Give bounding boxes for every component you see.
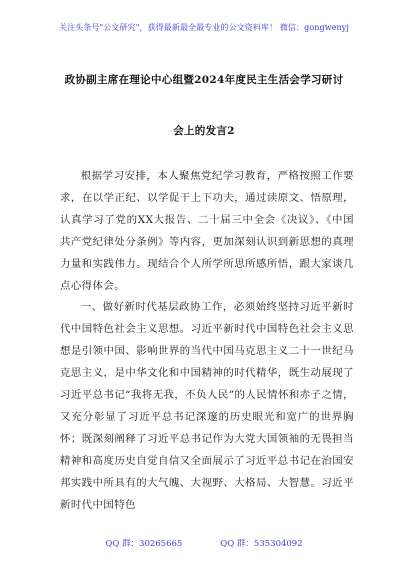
footer-qq-groups (0, 537, 408, 549)
footer-qq-group-left: QQ 群：30265665 (105, 539, 183, 549)
document-title-line1: 政协副主席在理论中心组暨2024年度民主生活会学习研讨 (64, 74, 344, 86)
body-paragraph-intro: 根据学习安排，本人聚焦党纪学习教育，严格按照工作要求，在以学正纪、以学促干上下功夫，通过读原文、悟原理，认真学习了党的XX大报告、二十届三中全会《决议》、《中国共产党纪律处分条例》等内容，更加深刻认识到新思想的真理力量和实践伟力。现结合个人所学所思所感所悟，跟大家谈几点心得体会。 (60, 170, 354, 292)
document-title-line2: 会上的发言2 (173, 125, 235, 137)
header-promo-note: 关注头条号"公文研究"，获得最新最全最专业的公文资料库！ 微信：gongwenyj (59, 23, 349, 32)
footer-qq-group-right: QQ 群：535304092 (220, 539, 303, 549)
body-paragraph-section-one: 一、做好新时代基层政协工作，必须始终坚持习近平新时代中国特色社会主义思想。习近平新时代中国特色社会主义思想是引领中国、影响世界的当代中国马克思主义二十一世纪马克思主义，是中华文化和中国精神的时代精华，既生动展现了习近平总书记“我将无我，不负人民”的人民情怀和赤子之情，又充分彰显了习近平总书记深邃的历史眼光和宽广的世界胸怀；既深刻阐释了习近平总书记作为大党大国领袖的无畏担当精神和高度历史自觉自信又全面展示了习近平总书记在治国安邦实践中所具有的大气魄、大视野、大格局、大智慧。习近平新时代中国特色 (60, 301, 354, 511)
document-body (60, 166, 354, 517)
